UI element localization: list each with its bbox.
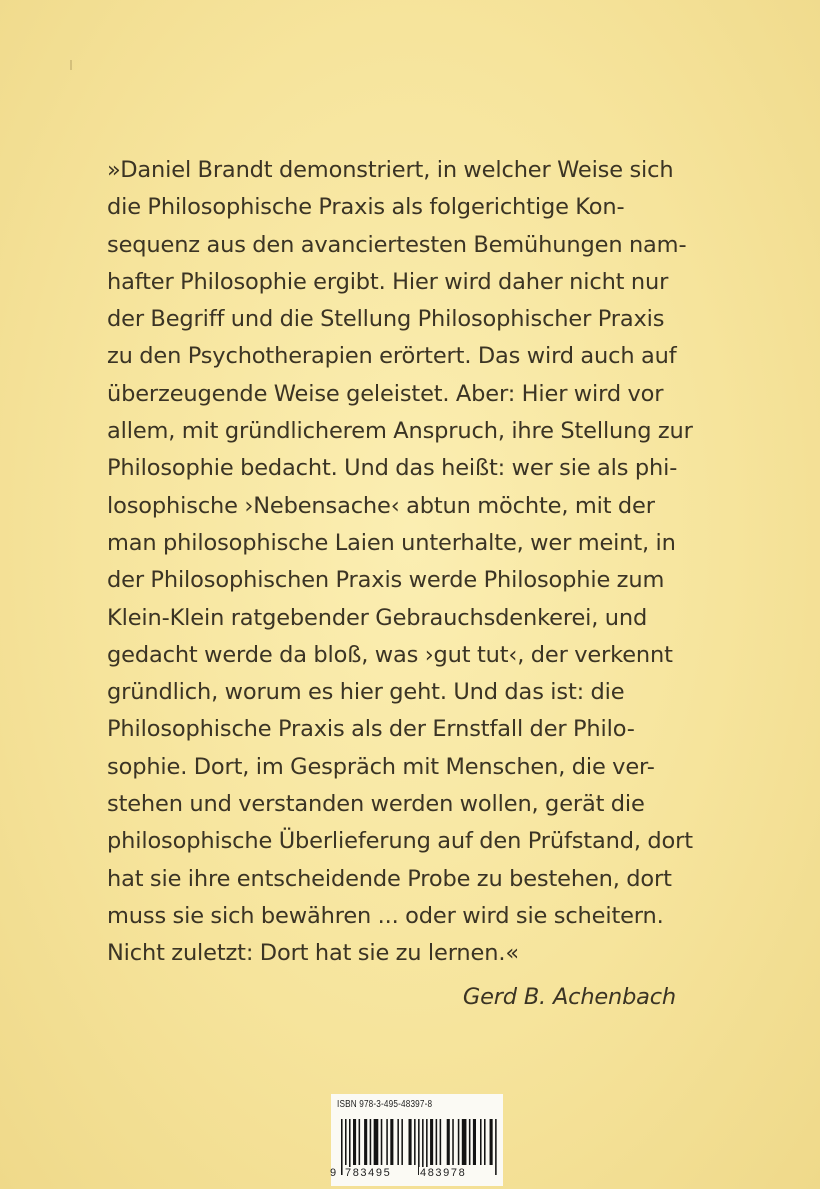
blurb-line: zu den Psychotherapien erörtert. Das wird auch auf: [107, 343, 677, 370]
barcode-bar: [458, 1119, 460, 1165]
barcode-bar: [386, 1119, 388, 1165]
barcode-bar: [436, 1119, 438, 1165]
barcode-bar: [440, 1119, 442, 1165]
blurb-line: gründlich, worum es hier geht. Und das ist: die: [107, 679, 625, 706]
blurb-line: stehen und verstanden werden wollen, gerät die: [107, 791, 645, 818]
blurb-line: überzeugende Weise geleistet. Aber: Hier wird vor: [107, 380, 664, 407]
barcode-bar: [447, 1119, 450, 1165]
blurb-quote: [107, 152, 707, 973]
blurb-line: muss sie sich bewähren ... oder wird sie scheitern.: [107, 902, 664, 929]
barcode-bar: [341, 1119, 343, 1175]
blurb-line: die Philosophische Praxis als folgerichtige Kon-: [107, 194, 625, 221]
barcode-bar: [353, 1119, 356, 1165]
barcode-bar: [495, 1119, 497, 1175]
quote-author: Gerd B. Achenbach: [462, 984, 676, 1010]
blurb-line: der Begriff und die Stellung Philosophischer Praxis: [107, 306, 665, 333]
barcode-bar: [374, 1119, 379, 1165]
barcode-bar: [359, 1119, 361, 1165]
barcode-bar: [484, 1119, 486, 1165]
blurb-line: Klein-Klein ratgebender Gebrauchsdenkerei, und: [107, 604, 648, 631]
barcode-bar: [452, 1119, 454, 1165]
barcode-bar: [430, 1119, 433, 1165]
barcode-digits-left: 783495: [345, 1167, 392, 1179]
barcode-digits-right: 483978: [420, 1167, 467, 1179]
barcode-bar: [469, 1119, 471, 1165]
barcode-bar: [414, 1119, 416, 1165]
blurb-line: man philosophische Laien unterhalte, wer meint, in: [107, 529, 676, 556]
barcode-first-digit: 9: [330, 1167, 337, 1179]
cover-crease-mark: [70, 60, 72, 70]
barcode-bar: [490, 1119, 493, 1165]
barcode-bar: [345, 1119, 347, 1165]
isbn-label: ISBN 978-3-495-48397-8: [337, 1099, 433, 1110]
barcode-bar: [370, 1119, 372, 1165]
blurb-line: hat sie ihre entscheidende Probe zu bestehen, dort: [107, 865, 672, 892]
blurb-line: hafter Philosophie ergibt. Hier wird daher nicht nur: [107, 268, 669, 295]
blurb-line: sophie. Dort, im Gespräch mit Menschen, die ver-: [107, 753, 655, 780]
blurb-line: sequenz aus den avanciertesten Bemühungen nam-: [107, 231, 687, 258]
barcode-bar: [480, 1119, 482, 1165]
blurb-line: losophische ›Nebensache‹ abtun möchte, mit der: [107, 492, 655, 519]
blurb-line: allem, mit gründlicherem Anspruch, ihre Stellung zur: [107, 418, 693, 445]
blurb-line: gedacht werde da bloß, was ›gut tut‹, der verkennt: [107, 641, 673, 668]
barcode-bar: [381, 1119, 383, 1165]
barcode-bar: [473, 1119, 476, 1165]
barcode-bar: [364, 1119, 367, 1165]
barcode-bar: [401, 1119, 403, 1165]
blurb-line: Nicht zuletzt: Dort hat sie zu lernen.«: [107, 940, 519, 967]
blurb-line: »Daniel Brandt demonstriert, in welcher Weise sich: [107, 157, 674, 183]
blurb-line: Philosophie bedacht. Und das heißt: wer sie als phi-: [107, 455, 678, 482]
barcode-bar: [462, 1119, 467, 1165]
blurb-line: Philosophische Praxis als der Ernstfall der Philo-: [107, 716, 635, 743]
barcode-bar: [397, 1119, 399, 1165]
barcode-bar: [409, 1119, 412, 1165]
blurb-line: der Philosophischen Praxis werde Philosophie zum: [107, 567, 665, 594]
blurb-line: philosophische Überlieferung auf den Prüfstand, dort: [107, 828, 693, 855]
barcode-bar: [390, 1119, 393, 1165]
isbn-barcode: [331, 1094, 503, 1186]
